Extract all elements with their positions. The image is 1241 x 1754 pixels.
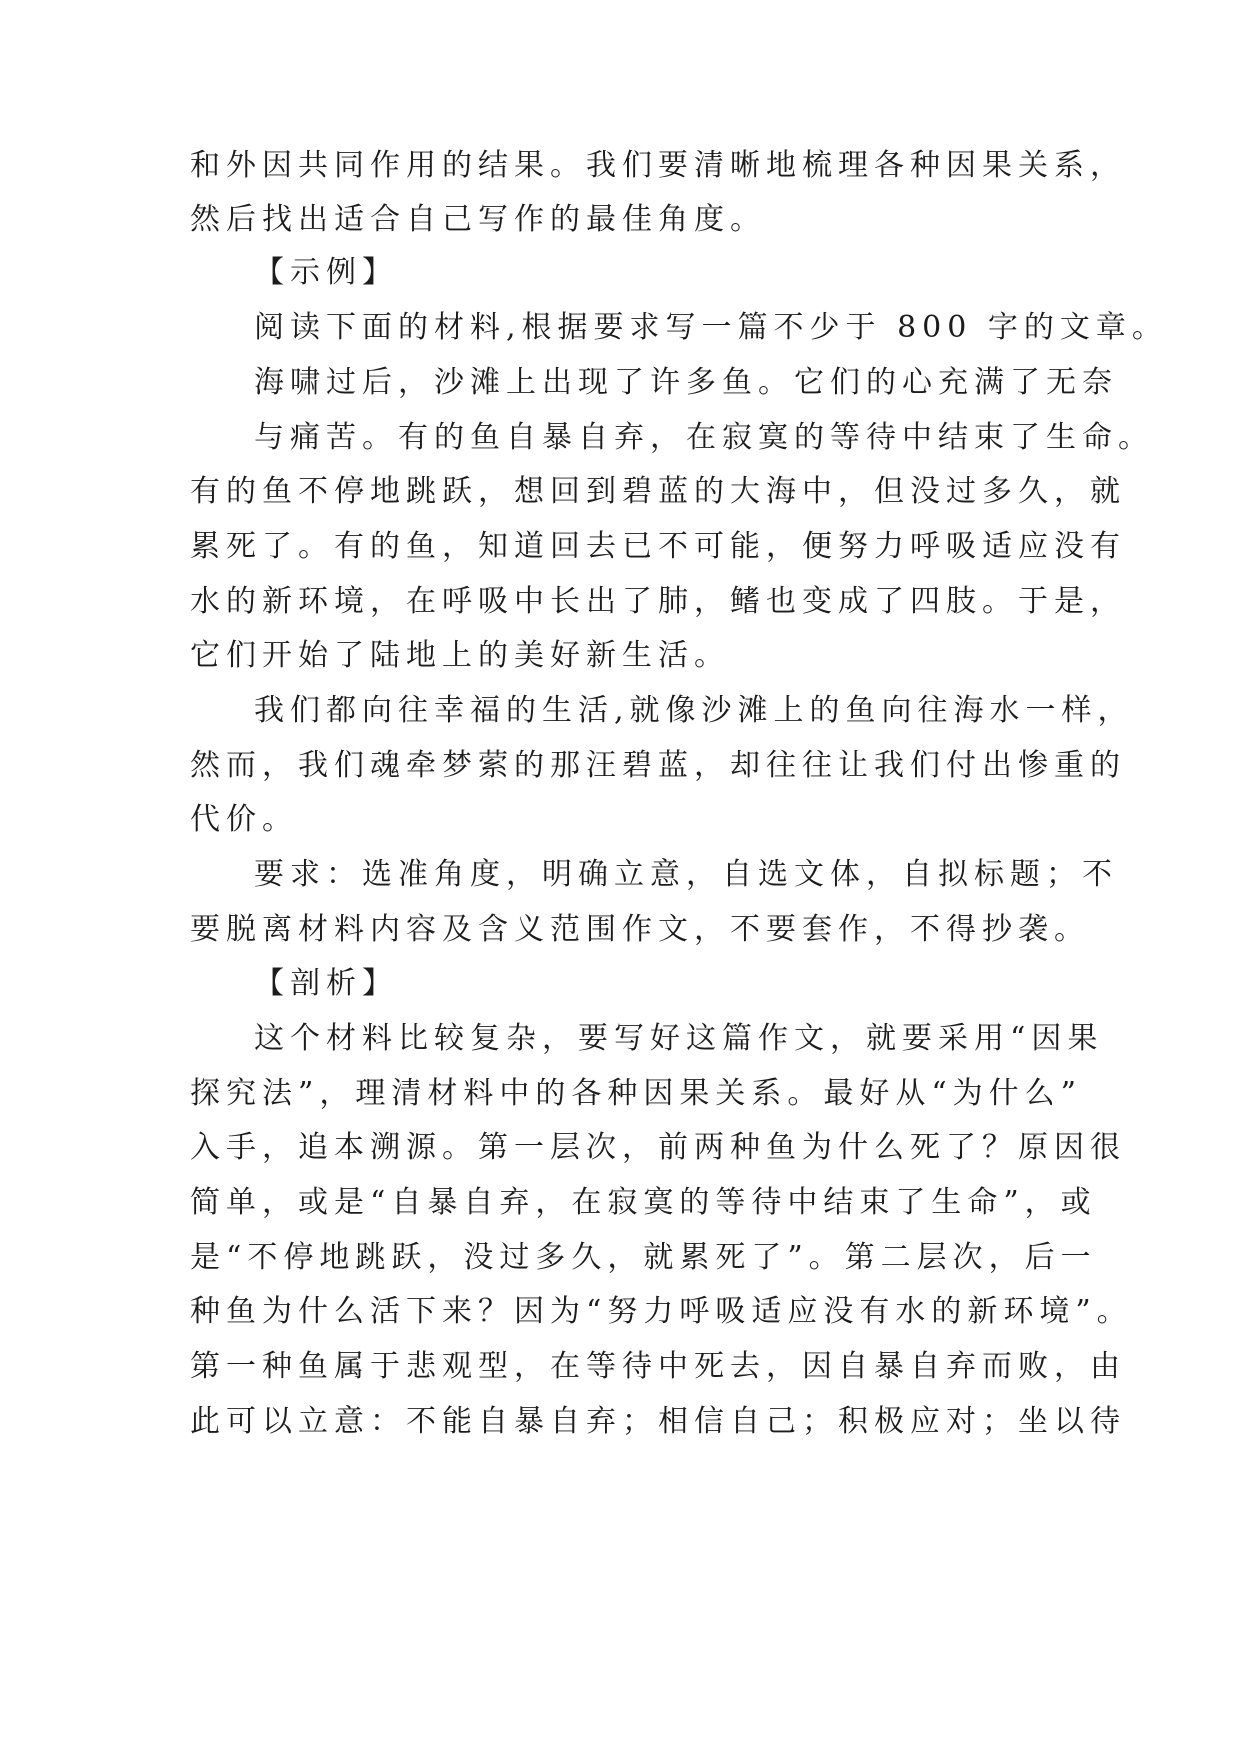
text-line: 水的新环境，在呼吸中长出了肺，鳍也变成了四肢。于是，: [190, 584, 1126, 619]
text-line: 入手，追本溯源。第一层次，前两种鱼为什么死了？原因很: [190, 1130, 1126, 1165]
text-line: 要脱离材料内容及含义范围作文，不要套作，不得抄袭。: [190, 912, 1090, 947]
section-heading-example: 【示例】: [254, 255, 398, 290]
text-line: 阅读下面的材料,根据要求写一篇不少于 800 字的文章。: [254, 310, 1168, 345]
text-line: 它们开始了陆地上的美好新生活。: [190, 638, 730, 673]
text-line: 累死了。有的鱼，知道回去已不可能，便努力呼吸适应没有: [190, 529, 1126, 564]
text-line: 海啸过后，沙滩上出现了许多鱼。它们的心充满了无奈: [254, 365, 1118, 400]
text-line: 和外因共同作用的结果。我们要清晰地梳理各种因果关系，: [190, 148, 1126, 183]
text-line: 这个材料比较复杂，要写好这篇作文，就要采用“因果: [254, 1021, 1104, 1056]
text-line: 与痛苦。有的鱼自暴自弃，在寂寞的等待中结束了生命。: [254, 420, 1154, 455]
text-line: 我们都向往幸福的生活,就像沙滩上的鱼向往海水一样，: [254, 693, 1134, 728]
text-line: 此可以立意：不能自暴自弃；相信自己；积极应对；坐以待: [190, 1404, 1126, 1439]
text-line: 种鱼为什么活下来？因为“努力呼吸适应没有水的新环境”。: [190, 1294, 1133, 1329]
section-heading-analysis: 【剖析】: [254, 966, 398, 1001]
text-line: 是“不停地跳跃，没过多久，就累死了”。第二层次，后一: [190, 1240, 1097, 1275]
text-line: 然后找出适合自己写作的最佳角度。: [190, 202, 766, 237]
text-line: 简单，或是“自暴自弃，在寂寞的等待中结束了生命”，或: [190, 1185, 1097, 1220]
text-line: 有的鱼不停地跳跃，想回到碧蓝的大海中，但没过多久，就: [190, 474, 1126, 509]
text-line: 探究法”，理清材料中的各种因果关系。最好从“为什么”: [190, 1076, 1083, 1111]
text-line: 然而，我们魂牵梦萦的那汪碧蓝，却往往让我们付出惨重的: [190, 748, 1126, 783]
text-line: 要求：选准角度，明确立意，自选文体，自拟标题；不: [254, 857, 1118, 892]
text-line: 代价。: [190, 802, 298, 837]
text-line: 第一种鱼属于悲观型，在等待中死去，因自暴自弃而败，由: [190, 1349, 1126, 1384]
